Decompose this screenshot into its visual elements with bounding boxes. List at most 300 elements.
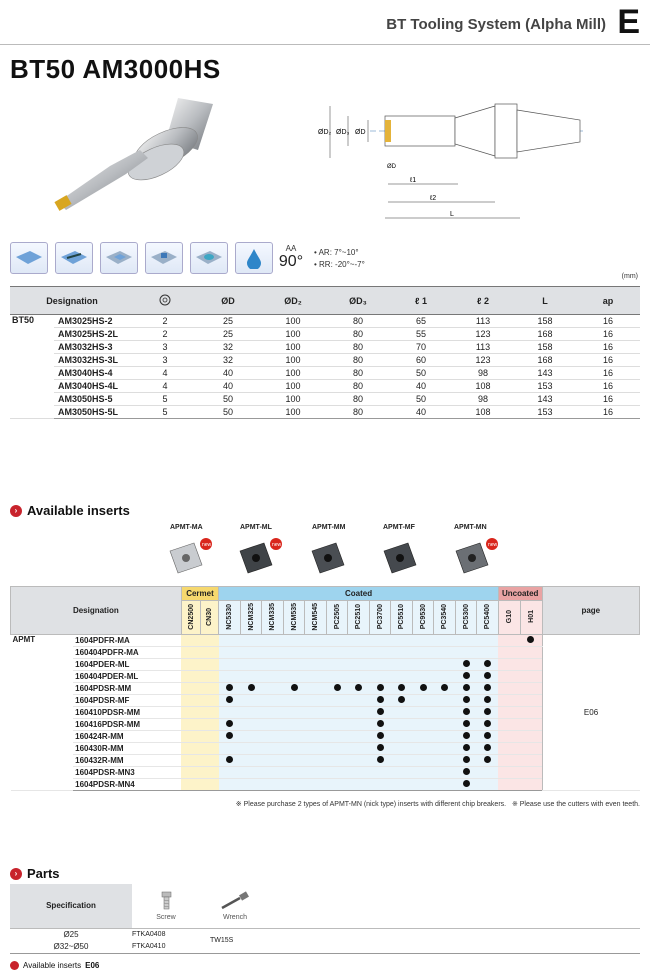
angle-value: 90° — [278, 253, 304, 270]
grade-cell — [369, 659, 391, 671]
insert-ml-image — [236, 537, 282, 577]
grade-cell — [412, 695, 434, 707]
header-section: BT Tooling System (Alpha Mill) — [386, 16, 606, 33]
material-slot-icon — [55, 242, 93, 274]
grade-cell — [181, 743, 201, 755]
grade-cell — [520, 767, 542, 779]
grade-cell — [477, 731, 499, 743]
grade-cell — [391, 635, 413, 647]
grade-label: NCM535 — [290, 602, 298, 631]
grade-cell — [348, 767, 370, 779]
availability-dot-icon — [484, 660, 491, 667]
grade-cell — [391, 779, 413, 791]
parts-table — [10, 884, 640, 954]
grade-cell — [369, 635, 391, 647]
spec-cell: 123 — [452, 328, 514, 341]
grade-header — [455, 601, 477, 635]
grade-cell — [326, 755, 348, 767]
insert-designation: 160424R-MM — [73, 731, 181, 743]
grade-cell — [412, 767, 434, 779]
insert-ma-image — [166, 537, 212, 577]
grade-cell — [181, 647, 201, 659]
availability-dot-icon — [398, 684, 405, 691]
availability-dot-icon — [527, 636, 534, 643]
grade-label: PC5510 — [398, 603, 406, 630]
availability-dot-icon — [463, 780, 470, 787]
grade-cell — [455, 695, 477, 707]
grade-label: PC5400 — [484, 603, 492, 630]
spec-cell: 98 — [452, 367, 514, 380]
grade-cell — [201, 767, 219, 779]
grade-cell — [219, 755, 241, 767]
grade-cell — [219, 719, 241, 731]
grade-cell — [348, 683, 370, 695]
grade-cell — [412, 719, 434, 731]
grade-cell — [326, 743, 348, 755]
d3-header: ØD₃ — [326, 287, 390, 315]
grade-cell — [305, 635, 327, 647]
grade-cell — [498, 647, 520, 659]
bullet-icon — [10, 961, 19, 970]
grade-cell — [240, 743, 262, 755]
insert-designation: 160430R-MM — [73, 743, 181, 755]
spec-cell: 60 — [390, 354, 452, 367]
spec-cell: 16 — [576, 315, 640, 328]
availability-dot-icon — [291, 684, 298, 691]
spec-cell: 100 — [260, 328, 326, 341]
grade-cell — [262, 683, 284, 695]
grade-cell — [412, 755, 434, 767]
l1-header: ℓ 1 — [390, 287, 452, 315]
grade-cell — [348, 671, 370, 683]
grade-cell — [434, 707, 456, 719]
rake-angles — [314, 247, 365, 271]
grade-cell — [240, 671, 262, 683]
grade-cell — [326, 647, 348, 659]
grade-cell — [520, 779, 542, 791]
availability-dot-icon — [226, 696, 233, 703]
grade-cell — [240, 731, 262, 743]
screw-values — [132, 928, 200, 953]
grade-cell — [434, 659, 456, 671]
grade-cell — [412, 683, 434, 695]
grade-cell — [305, 647, 327, 659]
grade-cell — [348, 695, 370, 707]
grade-cell — [434, 695, 456, 707]
grade-cell — [262, 635, 284, 647]
unit-label: (mm) — [621, 273, 638, 280]
spec-cell: 25 — [196, 328, 260, 341]
spec-cell: 168 — [514, 354, 576, 367]
spec-cell: 50 — [196, 406, 260, 419]
grade-cell — [391, 671, 413, 683]
spec-designation: AM3040HS-4 — [54, 367, 134, 380]
spec-row — [10, 354, 640, 367]
spec-row — [10, 367, 640, 380]
grade-cell — [348, 731, 370, 743]
grade-cell — [391, 659, 413, 671]
availability-dot-icon — [441, 684, 448, 691]
grade-cell — [283, 719, 305, 731]
grade-cell — [520, 743, 542, 755]
inserts-section-title — [10, 503, 130, 518]
grade-cell — [391, 707, 413, 719]
grade-cell — [455, 767, 477, 779]
grade-cell — [262, 731, 284, 743]
rr-angle: • RR: -20°~-7° — [314, 260, 365, 269]
grade-cell — [477, 647, 499, 659]
header-letter: E — [617, 3, 640, 41]
spec-cell: 2 — [134, 315, 196, 328]
availability-dot-icon — [377, 696, 384, 703]
grade-label: PC2505 — [333, 603, 341, 630]
availability-dot-icon — [463, 696, 470, 703]
grade-header — [369, 601, 391, 635]
availability-dot-icon — [226, 720, 233, 727]
grade-cell — [305, 743, 327, 755]
grade-cell — [240, 755, 262, 767]
grade-label: NCM335 — [269, 602, 277, 631]
l2-label: ℓ2 — [430, 195, 437, 202]
grade-cell — [498, 755, 520, 767]
grade-cell — [434, 731, 456, 743]
grade-cell — [412, 731, 434, 743]
spec-value-2: Ø32~Ø50 — [53, 941, 89, 951]
spec-cell: 4 — [134, 367, 196, 380]
grade-cell — [434, 755, 456, 767]
grade-cell — [181, 779, 201, 791]
grade-cell — [455, 731, 477, 743]
grade-header — [262, 601, 284, 635]
grade-cell — [283, 647, 305, 659]
spec-cell: 2 — [134, 328, 196, 341]
grade-cell — [455, 743, 477, 755]
insert-group: APMT — [11, 635, 74, 791]
grade-cell — [412, 707, 434, 719]
grade-header — [181, 601, 201, 635]
grade-cell — [369, 695, 391, 707]
availability-dot-icon — [484, 732, 491, 739]
grade-cell — [201, 707, 219, 719]
insert-name-ml: APMT-ML — [240, 524, 272, 531]
spec-group: BT50 — [10, 315, 54, 419]
grade-cell — [201, 695, 219, 707]
spec-cell: 158 — [514, 341, 576, 354]
wrench-value: TW15S — [200, 928, 270, 953]
wrench-column — [200, 884, 270, 928]
grade-cell — [477, 719, 499, 731]
coated-header: Coated — [219, 587, 499, 601]
grade-cell — [520, 731, 542, 743]
spec-cell: 16 — [576, 406, 640, 419]
insert-designation: 1604PDFR-MA — [73, 635, 181, 647]
spec-row — [10, 315, 640, 328]
phi-d-label: ØD — [387, 164, 396, 170]
spec-designation: AM3032HS-3L — [54, 354, 134, 367]
insert-designation-header: Designation — [11, 587, 182, 635]
spec-cell: 50 — [196, 393, 260, 406]
grade-cell — [326, 635, 348, 647]
grade-header — [326, 601, 348, 635]
spec-cell: 108 — [452, 406, 514, 419]
grade-cell — [412, 671, 434, 683]
grade-cell — [305, 731, 327, 743]
grade-cell — [498, 767, 520, 779]
availability-dot-icon — [484, 696, 491, 703]
availability-dot-icon — [484, 672, 491, 679]
parts-specs — [10, 928, 132, 953]
uncoated-header: Uncoated — [498, 587, 542, 601]
spec-cell: 80 — [326, 406, 390, 419]
availability-dot-icon — [484, 708, 491, 715]
spec-designation: AM3040HS-4L — [54, 380, 134, 393]
availability-dot-icon — [463, 744, 470, 751]
spec-cell: 65 — [390, 315, 452, 328]
grade-cell — [498, 743, 520, 755]
grade-cell — [348, 647, 370, 659]
grade-cell — [477, 659, 499, 671]
grade-cell — [477, 635, 499, 647]
grade-cell — [434, 779, 456, 791]
grade-cell — [434, 683, 456, 695]
spec-cell: 55 — [390, 328, 452, 341]
spec-cell: 40 — [196, 367, 260, 380]
grade-cell — [369, 767, 391, 779]
spec-cell: 153 — [514, 380, 576, 393]
grade-cell — [326, 779, 348, 791]
grade-cell — [391, 683, 413, 695]
grade-cell — [201, 779, 219, 791]
d-header: ØD — [196, 287, 260, 315]
screw-value-1: FTKA0408 — [132, 930, 166, 938]
grade-cell — [391, 647, 413, 659]
spec-value-1: Ø25 — [63, 929, 79, 939]
grade-cell — [369, 779, 391, 791]
grade-cell — [181, 659, 201, 671]
bullet-icon: › — [10, 505, 22, 517]
grade-cell — [240, 779, 262, 791]
spec-cell: 100 — [260, 341, 326, 354]
availability-dot-icon — [463, 660, 470, 667]
spec-cell: 4 — [134, 380, 196, 393]
grade-cell — [326, 707, 348, 719]
grade-cell — [326, 683, 348, 695]
insert-name-ma: APMT-MA — [170, 524, 203, 531]
aa-label: AA — [285, 244, 297, 253]
grade-label: CN30 — [206, 607, 214, 626]
grade-header — [201, 601, 219, 635]
tool-holder-image — [48, 90, 228, 220]
insert-designation: 160410PDSR-MM — [73, 707, 181, 719]
grade-header — [283, 601, 305, 635]
material-step-icon — [100, 242, 138, 274]
grade-cell — [498, 683, 520, 695]
grade-cell — [520, 671, 542, 683]
grade-cell — [201, 719, 219, 731]
grade-cell — [181, 683, 201, 695]
grade-cell — [262, 755, 284, 767]
svg-text:new: new — [488, 542, 498, 548]
wrench-label: Wrench — [223, 914, 247, 922]
grade-cell — [219, 671, 241, 683]
grade-cell — [412, 635, 434, 647]
grade-cell — [369, 707, 391, 719]
grade-cell — [219, 743, 241, 755]
grade-cell — [219, 767, 241, 779]
grade-cell — [181, 767, 201, 779]
grade-label: PC3540 — [441, 603, 449, 630]
application-icons — [10, 242, 273, 274]
grade-label: NCM325 — [247, 602, 255, 631]
spec-cell: 80 — [326, 354, 390, 367]
spec-designation: AM3025HS-2 — [54, 315, 134, 328]
spec-row — [10, 380, 640, 393]
technical-drawing — [310, 96, 645, 226]
grade-cell — [305, 671, 327, 683]
grade-cell — [240, 683, 262, 695]
availability-dot-icon — [463, 672, 470, 679]
grade-label: NCM545 — [312, 602, 320, 631]
availability-dot-icon — [226, 756, 233, 763]
grade-cell — [326, 767, 348, 779]
grade-cell — [498, 731, 520, 743]
grade-cell — [201, 659, 219, 671]
availability-dot-icon — [484, 756, 491, 763]
grade-cell — [348, 659, 370, 671]
grade-cell — [369, 755, 391, 767]
grade-label: H01 — [527, 610, 535, 623]
footer-page[interactable]: E06 — [85, 961, 100, 970]
spec-cell: 100 — [260, 315, 326, 328]
insert-designation: 1604PDER-ML — [73, 659, 181, 671]
grade-cell — [305, 707, 327, 719]
availability-dot-icon — [484, 744, 491, 751]
availability-dot-icon — [377, 744, 384, 751]
grade-cell — [326, 731, 348, 743]
grade-cell — [391, 743, 413, 755]
svg-text:new: new — [202, 542, 212, 548]
grade-cell — [455, 683, 477, 695]
insert-mn-image — [452, 537, 498, 577]
insert-note-1: ※ Please purchase 2 types of APMT-MN (nick type) inserts with different chip breakers. — [235, 801, 507, 808]
spec-cell: 113 — [452, 341, 514, 354]
grade-header — [520, 601, 542, 635]
grade-cell — [240, 767, 262, 779]
page-title: BT50 AM3000HS — [10, 54, 221, 84]
availability-dot-icon — [420, 684, 427, 691]
grade-cell — [477, 755, 499, 767]
spec-cell: 80 — [326, 341, 390, 354]
spec-table — [10, 286, 640, 419]
grade-cell — [262, 767, 284, 779]
inserts-table — [10, 586, 640, 791]
grade-cell — [391, 767, 413, 779]
grade-cell — [326, 719, 348, 731]
spec-cell: 16 — [576, 354, 640, 367]
grade-cell — [520, 647, 542, 659]
svg-text:new: new — [272, 542, 282, 548]
grade-cell — [498, 671, 520, 683]
spec-cell: 98 — [452, 393, 514, 406]
grade-header — [412, 601, 434, 635]
availability-dot-icon — [463, 756, 470, 763]
designation-header: Designation — [10, 287, 134, 315]
grade-cell — [219, 635, 241, 647]
spec-cell: 5 — [134, 406, 196, 419]
grade-cell — [455, 635, 477, 647]
grade-cell — [262, 659, 284, 671]
grade-cell — [369, 743, 391, 755]
grade-cell — [477, 767, 499, 779]
grade-cell — [181, 731, 201, 743]
grade-label: PC9530 — [419, 603, 427, 630]
grade-cell — [181, 719, 201, 731]
availability-dot-icon — [377, 720, 384, 727]
grade-cell — [240, 707, 262, 719]
footer-text[interactable]: Available inserts — [23, 961, 82, 970]
grade-cell — [240, 647, 262, 659]
insert-page-ref[interactable]: E06 — [542, 635, 639, 791]
availability-dot-icon — [377, 756, 384, 763]
coolant-drop-icon — [235, 242, 273, 274]
availability-dot-icon — [355, 684, 362, 691]
insert-designation: 160416PDSR-MM — [73, 719, 181, 731]
grade-cell — [305, 779, 327, 791]
spec-cell: 100 — [260, 406, 326, 419]
grade-cell — [455, 779, 477, 791]
screw-value-2: FTKA0410 — [132, 942, 166, 950]
insert-designation: 160404PDFR-MA — [73, 647, 181, 659]
grade-cell — [219, 779, 241, 791]
spec-cell: 100 — [260, 380, 326, 393]
availability-dot-icon — [377, 732, 384, 739]
grade-cell — [326, 695, 348, 707]
spec-cell: 158 — [514, 315, 576, 328]
grade-cell — [498, 779, 520, 791]
spec-cell: 108 — [452, 380, 514, 393]
page-header: page — [542, 587, 639, 635]
grade-cell — [326, 659, 348, 671]
insert-designation: 160404PDER-ML — [73, 671, 181, 683]
availability-dot-icon — [484, 720, 491, 727]
grade-cell — [283, 779, 305, 791]
spec-cell: 16 — [576, 380, 640, 393]
grade-label: PC3700 — [376, 603, 384, 630]
spec-cell: 100 — [260, 367, 326, 380]
grade-cell — [219, 707, 241, 719]
grade-cell — [498, 695, 520, 707]
spec-cell: 80 — [326, 393, 390, 406]
material-hole-icon — [190, 242, 228, 274]
grade-header — [348, 601, 370, 635]
grade-cell — [369, 671, 391, 683]
availability-dot-icon — [226, 684, 233, 691]
grade-cell — [348, 779, 370, 791]
availability-dot-icon — [334, 684, 341, 691]
grade-cell — [305, 755, 327, 767]
grade-cell — [498, 707, 520, 719]
grade-cell — [201, 671, 219, 683]
grade-cell — [520, 635, 542, 647]
grade-cell — [520, 659, 542, 671]
grade-cell — [283, 695, 305, 707]
grade-cell — [305, 767, 327, 779]
grade-cell — [283, 671, 305, 683]
grade-header — [305, 601, 327, 635]
spec-cell: 143 — [514, 367, 576, 380]
grade-cell — [498, 719, 520, 731]
footer — [10, 961, 99, 970]
